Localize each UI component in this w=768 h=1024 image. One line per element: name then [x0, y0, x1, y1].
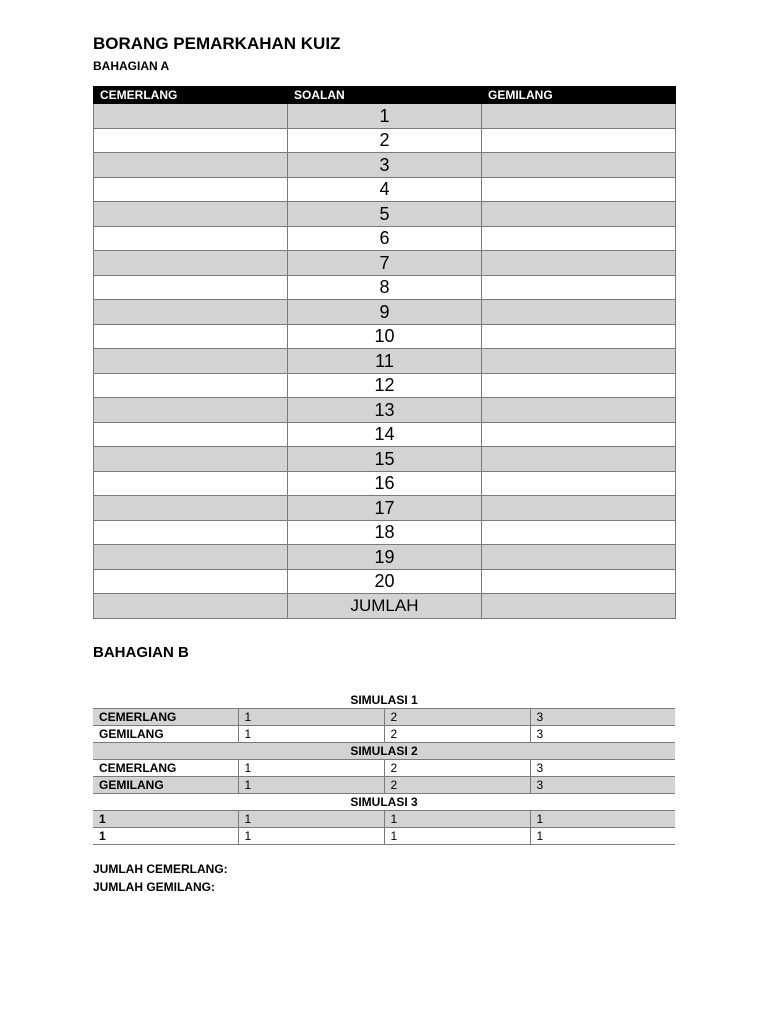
- question-row: [94, 520, 676, 545]
- cemerlang-score-cell[interactable]: [94, 226, 288, 251]
- gemilang-score-cell[interactable]: [482, 300, 676, 325]
- cemerlang-score-cell[interactable]: [94, 545, 288, 570]
- cemerlang-score-cell[interactable]: [94, 128, 288, 153]
- question-number: 20: [288, 569, 482, 594]
- totals-block: [93, 860, 228, 896]
- question-number: 6: [288, 226, 482, 251]
- score-cell[interactable]: 2: [384, 777, 530, 794]
- row-label: CEMERLANG: [93, 709, 238, 726]
- question-number: 13: [288, 398, 482, 423]
- table-row: [93, 828, 675, 845]
- score-cell[interactable]: 1: [238, 726, 384, 743]
- gemilang-score-cell[interactable]: [482, 594, 676, 619]
- question-row: [94, 398, 676, 423]
- gemilang-score-cell[interactable]: [482, 447, 676, 472]
- gemilang-score-cell[interactable]: [482, 545, 676, 570]
- question-row: [94, 226, 676, 251]
- table-row: [93, 777, 675, 794]
- question-number: 10: [288, 324, 482, 349]
- question-number: 14: [288, 422, 482, 447]
- question-number: 5: [288, 202, 482, 227]
- question-row: [94, 128, 676, 153]
- score-cell[interactable]: 2: [384, 760, 530, 777]
- simulasi-3-title-row: [93, 794, 675, 811]
- simulasi-2-title-row: [93, 743, 675, 760]
- section-a-table: [93, 86, 676, 619]
- question-row: [94, 496, 676, 521]
- gemilang-score-cell[interactable]: [482, 569, 676, 594]
- simulasi-3-title: SIMULASI 3: [93, 794, 675, 811]
- gemilang-score-cell[interactable]: [482, 496, 676, 521]
- score-cell[interactable]: 3: [530, 726, 675, 743]
- header-gemilang: GEMILANG: [482, 87, 676, 104]
- gemilang-score-cell[interactable]: [482, 128, 676, 153]
- cemerlang-score-cell[interactable]: [94, 471, 288, 496]
- cemerlang-score-cell[interactable]: [94, 447, 288, 472]
- question-number: 17: [288, 496, 482, 521]
- gemilang-score-cell[interactable]: [482, 398, 676, 423]
- question-row: [94, 569, 676, 594]
- cemerlang-score-cell[interactable]: [94, 251, 288, 276]
- gemilang-score-cell[interactable]: [482, 275, 676, 300]
- gemilang-score-cell[interactable]: [482, 153, 676, 178]
- cemerlang-score-cell[interactable]: [94, 275, 288, 300]
- score-cell[interactable]: 1: [384, 811, 530, 828]
- question-number: 8: [288, 275, 482, 300]
- row-label: 1: [93, 828, 238, 845]
- cemerlang-score-cell[interactable]: [94, 324, 288, 349]
- cemerlang-score-cell[interactable]: [94, 569, 288, 594]
- question-row: [94, 324, 676, 349]
- score-cell[interactable]: 1: [238, 811, 384, 828]
- score-cell[interactable]: 2: [384, 709, 530, 726]
- table-row: [93, 726, 675, 743]
- cemerlang-score-cell[interactable]: [94, 422, 288, 447]
- gemilang-score-cell[interactable]: [482, 202, 676, 227]
- question-row: [94, 275, 676, 300]
- question-number: 15: [288, 447, 482, 472]
- simulasi-2-title: SIMULASI 2: [93, 743, 675, 760]
- question-row: [94, 422, 676, 447]
- question-number: 11: [288, 349, 482, 374]
- score-cell[interactable]: 1: [238, 760, 384, 777]
- score-cell[interactable]: 1: [238, 709, 384, 726]
- jumlah-label: JUMLAH: [288, 594, 482, 619]
- cemerlang-score-cell[interactable]: [94, 520, 288, 545]
- question-row: [94, 447, 676, 472]
- question-row: [94, 300, 676, 325]
- score-cell[interactable]: 1: [530, 811, 675, 828]
- gemilang-score-cell[interactable]: [482, 520, 676, 545]
- question-number: 2: [288, 128, 482, 153]
- cemerlang-score-cell[interactable]: [94, 153, 288, 178]
- question-number: 12: [288, 373, 482, 398]
- question-row: [94, 177, 676, 202]
- cemerlang-score-cell[interactable]: [94, 300, 288, 325]
- jumlah-cemerlang-label: JUMLAH CEMERLANG:: [93, 862, 228, 876]
- table-row: [93, 709, 675, 726]
- cemerlang-score-cell[interactable]: [94, 104, 288, 129]
- header-soalan: SOALAN: [288, 87, 482, 104]
- gemilang-score-cell[interactable]: [482, 226, 676, 251]
- cemerlang-score-cell[interactable]: [94, 202, 288, 227]
- row-label: GEMILANG: [93, 777, 238, 794]
- gemilang-score-cell[interactable]: [482, 422, 676, 447]
- section-b-label: BAHAGIAN B: [93, 644, 189, 661]
- question-row: [94, 349, 676, 374]
- section-b-table: [93, 692, 675, 845]
- simulasi-1-title-row: [93, 692, 675, 709]
- question-row: [94, 471, 676, 496]
- question-number: 18: [288, 520, 482, 545]
- cemerlang-score-cell[interactable]: [94, 177, 288, 202]
- jumlah-gemilang-label: JUMLAH GEMILANG:: [93, 880, 215, 894]
- gemilang-score-cell[interactable]: [482, 251, 676, 276]
- gemilang-score-cell[interactable]: [482, 104, 676, 129]
- gemilang-score-cell[interactable]: [482, 373, 676, 398]
- score-cell[interactable]: 3: [530, 760, 675, 777]
- question-number: 16: [288, 471, 482, 496]
- question-number: 9: [288, 300, 482, 325]
- question-row: [94, 104, 676, 129]
- row-label: GEMILANG: [93, 726, 238, 743]
- simulasi-1-title: SIMULASI 1: [93, 692, 675, 709]
- page-title: BORANG PEMARKAHAN KUIZ: [93, 34, 341, 53]
- cemerlang-score-cell[interactable]: [94, 349, 288, 374]
- section-a-label: BAHAGIAN A: [93, 59, 170, 73]
- question-number: 4: [288, 177, 482, 202]
- question-number: 3: [288, 153, 482, 178]
- question-row: [94, 545, 676, 570]
- score-cell[interactable]: 1: [530, 828, 675, 845]
- score-cell[interactable]: 1: [384, 828, 530, 845]
- total-row: [94, 594, 676, 619]
- gemilang-score-cell[interactable]: [482, 349, 676, 374]
- table-row: [93, 811, 675, 828]
- cemerlang-score-cell[interactable]: [94, 373, 288, 398]
- row-label: CEMERLANG: [93, 760, 238, 777]
- score-cell[interactable]: 3: [530, 709, 675, 726]
- cemerlang-score-cell[interactable]: [94, 398, 288, 423]
- question-row: [94, 251, 676, 276]
- table-row: [93, 760, 675, 777]
- question-number: 1: [288, 104, 482, 129]
- question-row: [94, 373, 676, 398]
- score-cell[interactable]: 1: [238, 777, 384, 794]
- header-cemerlang: CEMERLANG: [94, 87, 288, 104]
- cemerlang-score-cell[interactable]: [94, 594, 288, 619]
- row-label: 1: [93, 811, 238, 828]
- question-number: 7: [288, 251, 482, 276]
- score-cell[interactable]: 1: [238, 828, 384, 845]
- question-row: [94, 153, 676, 178]
- cemerlang-score-cell[interactable]: [94, 496, 288, 521]
- score-cell[interactable]: 2: [384, 726, 530, 743]
- gemilang-score-cell[interactable]: [482, 324, 676, 349]
- gemilang-score-cell[interactable]: [482, 177, 676, 202]
- question-row: [94, 202, 676, 227]
- gemilang-score-cell[interactable]: [482, 471, 676, 496]
- question-number: 19: [288, 545, 482, 570]
- score-cell[interactable]: 3: [530, 777, 675, 794]
- table-a-header-row: [94, 87, 676, 104]
